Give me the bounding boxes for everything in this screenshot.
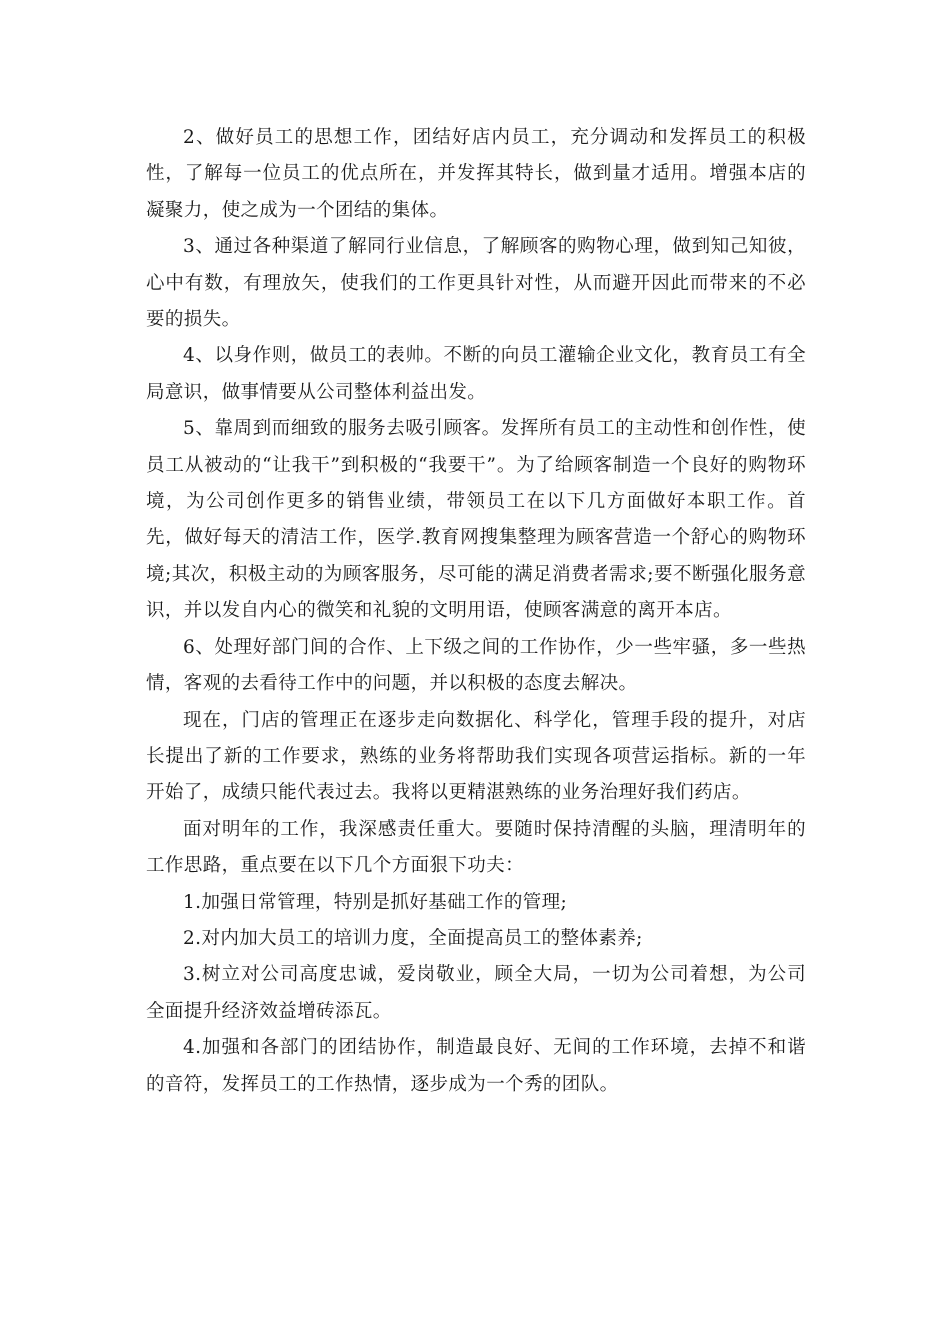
plan-item-1: 1.加强日常管理，特别是抓好基础工作的管理; bbox=[183, 891, 568, 913]
plan-item-3: 3.树立对公司高度忠诚，爱岗敬业，顾全大局，一切为公司着想，为公司全面提升经济效益增砖添瓦。 bbox=[146, 964, 806, 1022]
paragraph-item-4: 4、以身作则，做员工的表帅。不断的向员工灌输企业文化，教育员工有全局意识，做事情要从公司整体利益出发。 bbox=[146, 345, 806, 403]
document-body bbox=[146, 120, 806, 1103]
paragraph-item-5: 5、靠周到而细致的服务去吸引顾客。发挥所有员工的主动性和创作性，使员工从被动的“让我干”到积极的“我要干”。为了给顾客制造一个良好的购物环境，为公司创作更多的销售业绩，带领员工在以下几方面做好本职工作。首先，做好每天的清洁工作，医学.教育网搜集整理为顾客营造一个舒心的购物环境;其次，积极主动的为顾客服务，尽可能的满足消费者需求;要不断强化服务意识，并以发自内心的微笑和礼貌的文明用语，使顾客满意的离开本店。 bbox=[146, 418, 806, 622]
paragraph-item-2: 2、做好员工的思想工作，团结好店内员工，充分调动和发挥员工的积极性，了解每一位员工的优点所在，并发挥其特长，做到量才适用。增强本店的凝聚力，使之成为一个团结的集体。 bbox=[146, 127, 806, 221]
paragraph-item-3: 3、通过各种渠道了解同行业信息，了解顾客的购物心理，做到知己知彼，心中有数，有理放矢，使我们的工作更具针对性，从而避开因此而带来的不必要的损失。 bbox=[146, 236, 806, 331]
paragraph-item-6: 6、处理好部门间的合作、上下级之间的工作协作，少一些牢骚，多一些热情，客观的去看待工作中的问题，并以积极的态度去解决。 bbox=[146, 636, 806, 695]
plan-item-2: 2.对内加大员工的培训力度，全面提高员工的整体素养; bbox=[183, 927, 643, 949]
paragraph-next-year-intro: 面对明年的工作，我深感责任重大。要随时保持清醒的头脑，理清明年的工作思路，重点要在以下几个方面狠下功夫： bbox=[146, 818, 806, 877]
paragraph-current-status: 现在，门店的管理正在逐步走向数据化、科学化，管理手段的提升，对店长提出了新的工作要求，熟练的业务将帮助我们实现各项营运指标。新的一年开始了，成绩只能代表过去。我将以更精湛熟练的业务治理好我们药店。 bbox=[146, 709, 806, 804]
plan-item-4: 4.加强和各部门的团结协作，制造最良好、无间的工作环境，去掉不和谐的音符，发挥员工的工作热情，逐步成为一个秀的团队。 bbox=[146, 1037, 806, 1095]
